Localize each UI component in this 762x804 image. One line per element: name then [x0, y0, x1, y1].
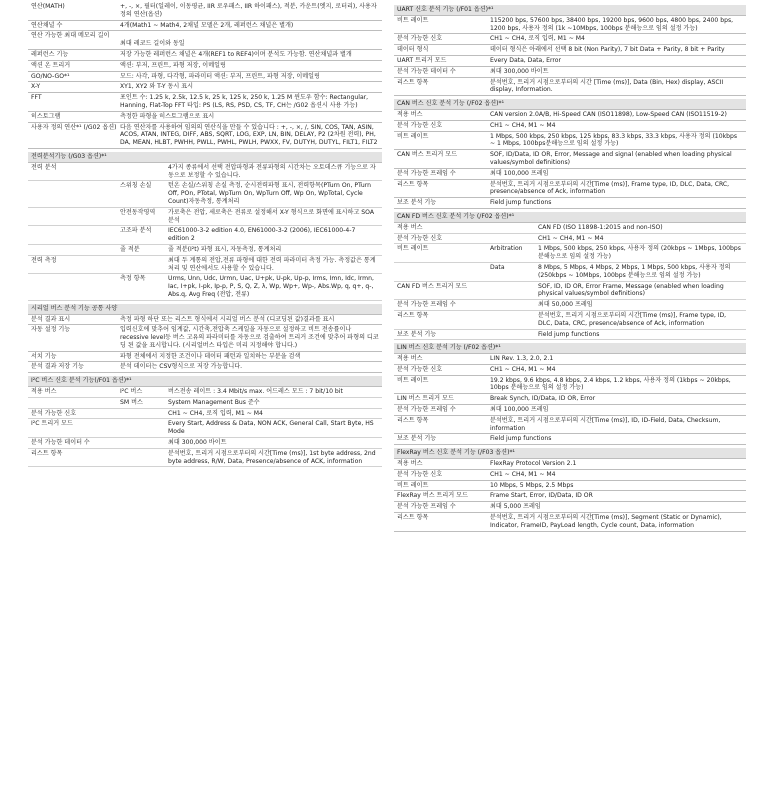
- right-column: [394, 2, 746, 532]
- spec-label: 서치 기능: [31, 352, 57, 360]
- spec-label: 분석 가능한 신호: [31, 409, 77, 417]
- spec-detail: [120, 410, 382, 418]
- spec-value: 포인트 수: 1.25 k, 2.5k, 12.5 k, 25 k, 125 k, 250 k, 1.25 M 윈도우 함수: Rectangular, Hanning, Flat-Top FFT 타입: PS (LS, RS, PSD, CS, TF, CH는 /G02 옵션시 사용 가능): [120, 94, 369, 109]
- spec-row: [28, 163, 382, 182]
- spec-row: [28, 352, 382, 363]
- spec-value: 다음 연산자를 사용하여 임의의 연산식을 만들 수 있습니다 : +, -, ×, /, SIN, COS, TAN, ASIN, ACOS, ATAN, INTEG, DIFF, ABS, SQRT, LOG, EXP, LN, BIN, DELAY, P2 (2차원 전력), PH, DA, MEAN, HLBT, PWHH, PWLL, PWHL, PWLH, PWXX, FV, DUTYH, DUTYL, FILT1, FILT2: [120, 123, 378, 147]
- spec-value: 모드: 사각, 파형, 다각형, 파라미터 액션: 부저, 프린트, 파형 저장, 이메일링: [120, 72, 320, 80]
- spec-label: 전력 분석: [31, 163, 57, 171]
- spec-row: [28, 72, 382, 83]
- spec-label: 분석 가능한 프레임 수: [397, 301, 456, 309]
- spec-label: 사용자 정의 연산*¹ (/G02 옵션): [31, 123, 117, 131]
- spec-value: 최대 300,000 바이트: [168, 439, 227, 447]
- spec-row: [28, 325, 382, 351]
- spec-label: I²C 트리거 모드: [31, 420, 73, 428]
- spec-row: [394, 481, 746, 492]
- spec-label: [28, 246, 120, 254]
- spec-detail: [490, 224, 746, 232]
- spec-sublabel: Data: [490, 263, 505, 271]
- spec-label: 분석 가능한 신호: [397, 234, 443, 242]
- section-title-canfd: CAN FD 버스 신호 분석 기능 (/F02 옵션)*¹: [394, 212, 746, 223]
- spec-label: 비트 레이트: [397, 481, 429, 489]
- spec-value: XY1, XY2 와 T-Y 동시 표시: [120, 83, 193, 91]
- spec-row: [28, 449, 382, 468]
- spec-label: [394, 264, 490, 280]
- spec-sublabel: 안전동작영역: [120, 208, 156, 216]
- spec-row: [394, 470, 746, 481]
- spec-label: 데이터 형식: [397, 46, 429, 54]
- spec-sublabel: [120, 420, 168, 436]
- spec-row: [394, 311, 746, 330]
- spec-row: [28, 398, 382, 409]
- spec-label: 액션 온 트리거: [31, 61, 71, 69]
- spec-row: [28, 31, 382, 50]
- spec-label: LIN 버스 트리거 모드: [397, 395, 454, 403]
- spec-label: 비트 레이트: [397, 245, 429, 253]
- spec-label: 리스트 항목: [397, 416, 429, 424]
- spec-row: [394, 169, 746, 180]
- spec-label: 연산채널 수: [31, 21, 63, 29]
- spec-value: 분석번호, 트리거 시점으로부터의 시간[Time (ms)], Frame type, ID, DLC, Data, CRC, presence/absence of Ack, information: [538, 311, 727, 327]
- spec-value: 최대 100,000 프레임: [490, 406, 549, 414]
- spec-value: CAN version 2.0A/B, Hi-Speed CAN (ISO11898), Low-Speed CAN (ISO11519-2): [490, 110, 727, 118]
- section-title-uart: UART 신호 분석 기능 (/F01 옵션)*¹: [394, 5, 746, 16]
- spec-value: 8 Mbps, 5 Mbps, 4 Mbps, 2 Mbps, 1 Mbps, 500 kbps, 사용자 정의 (250kbps ~ 10Mbps, 100bps 분해능으로 임의 설정 가능): [538, 263, 731, 279]
- spec-sublabel: [120, 410, 168, 418]
- spec-value: CH1 ~ CH4, 로직 입력, M1 ~ M4: [168, 409, 263, 417]
- spec-label: CAN FD 버스 트리거 모드: [397, 282, 468, 290]
- spec-row: [394, 513, 746, 532]
- spec-detail: [120, 420, 382, 436]
- spec-label: [28, 399, 120, 407]
- spec-row: [394, 416, 746, 435]
- spec-row: [394, 405, 746, 416]
- spec-row: [394, 354, 746, 365]
- spec-sublabel: [120, 164, 168, 180]
- spec-detail: [490, 283, 746, 299]
- spec-label: 분석 가능한 프레임 수: [397, 406, 456, 414]
- spec-value: 분석번호, 트리거 시점으로부터의 시간[Time (ms)], 1st byte address, 2nd byte address, R/W, Data, Presence/absence of ACK, information: [168, 449, 376, 465]
- spec-value: 최대 300,000 바이트: [490, 67, 549, 75]
- spec-label: FFT: [31, 94, 42, 102]
- spec-detail: [120, 164, 382, 180]
- spec-label: 분석 결과 표시: [31, 315, 71, 323]
- spec-label: 분석 가능한 데이터 수: [31, 439, 90, 447]
- spec-value: 분석번호, 트리거 시점으로부터의 시간[Time (ms)], Segment (Static or Dynamic), Indicator, FrameID, PayLoad length, Cycle count, Data, information: [490, 514, 722, 529]
- spec-detail: [120, 182, 382, 205]
- spec-row: [394, 394, 746, 405]
- spec-sublabel: [490, 331, 538, 339]
- spec-row: [28, 256, 382, 275]
- spec-value: 4개(Math1 ~ Math4, 2채널 모델은 2개, 레퍼런스 채널은 별개): [120, 21, 294, 29]
- spec-row: [28, 93, 382, 112]
- spec-sublabel: 스위칭 손실: [120, 182, 152, 190]
- spec-value: CAN FD (ISO 11898-1:2015 and non-ISO): [538, 223, 663, 231]
- spec-value: 최대 5,000 프레임: [490, 503, 541, 511]
- spec-row: [394, 459, 746, 470]
- spec-value: Field jump functions: [490, 199, 552, 207]
- spec-value: 최대 100,000 프레임: [490, 169, 549, 177]
- spec-value: Frame Start, Error, ID/Data, ID OR: [490, 492, 593, 500]
- spec-value: 분석번호, 트리거 시점으로부터의 시간 [Time (ms)], Data (Bin, Hex) display, ASCII display, Information.: [490, 78, 724, 94]
- spec-value: 1 Mbps, 500 kbps, 250 kbps, 125 kbps, 83.3 kbps, 33.3 kbps, 사용자 정의 (10kbps ~ 1 Mbps, 100bps분해능으로 임의 설정 가능): [490, 132, 738, 148]
- spec-row: [28, 387, 382, 398]
- spec-row: [394, 56, 746, 67]
- spec-row: [394, 78, 746, 97]
- spec-sublabel: I²C 버스: [120, 388, 143, 396]
- spec-value: CH1 ~ CH4, M1 ~ M4: [538, 234, 604, 242]
- spec-value: Field jump functions: [490, 435, 552, 443]
- spec-label: 리스트 항목: [31, 449, 63, 457]
- spec-label: 리스트 항목: [397, 311, 429, 319]
- spec-value: 버스전송 레이트 : 3.4 Mbit/s max. 어드레스 모드 : 7 bit/10 bit: [168, 388, 343, 396]
- spec-row: [394, 150, 746, 169]
- spec-detail: [490, 331, 746, 339]
- spec-value: IEC61000-3-2 edition 4.0, EN61000-3-2 (2006), IEC61000-4-7 edition 2: [168, 227, 356, 243]
- spec-row: [28, 21, 382, 32]
- spec-label: 연산(MATH): [31, 3, 65, 10]
- spec-row: [28, 208, 382, 227]
- spec-label: 분석 가능한 프레임 수: [397, 169, 456, 177]
- section-title-power: 전력분석기능 (/G03 옵션)*¹: [28, 152, 382, 163]
- spec-label: 적용 버스: [397, 355, 423, 363]
- spec-value: CH1 ~ CH4, 로직 입력, M1 ~ M4: [490, 35, 585, 43]
- spec-row: [394, 491, 746, 502]
- spec-label: 전력 측정: [31, 256, 57, 264]
- spec-label: [28, 275, 120, 298]
- spec-row: [394, 16, 746, 35]
- spec-row: [28, 50, 382, 61]
- spec-label: 보조 분석 기능: [397, 330, 437, 338]
- spec-row: [394, 110, 746, 121]
- spec-value: 턴온 손실/스위칭 손실 측정, 순시전력파형 표시, 전력항목(PTurn On, PTurn Off, POn, PTotal, WpTurn On, WpTurn Off, Wp On, WpTotal, Cycle Count)자동측정, 통계처리: [168, 182, 371, 205]
- spec-label: 비트 레이트: [397, 376, 429, 384]
- spec-value: LIN Rev. 1.3, 2.0, 2.1: [490, 355, 554, 363]
- spec-sublabel: SM 버스: [120, 398, 143, 406]
- spec-value: +, -, ×, 필터(일레이, 이동평균, IIR 로우패스, IIR 하이패스), 적분, 카운트(엣지, 로터리), 사용자 정의 연산(옵션): [120, 3, 377, 18]
- spec-value: 저장 가능한 레퍼런스 채널은 4개(REF1 to REF4)이며 분석도 가능함. 연산채널과 별개: [120, 50, 352, 58]
- spec-value: CH1 ~ CH4, M1 ~ M4: [490, 365, 556, 373]
- spec-value: Every Start, Address & Data, NON ACK, General Call, Start Byte, HS Mode: [168, 420, 374, 436]
- spec-sublabel: [490, 301, 538, 309]
- spec-row: [394, 223, 746, 234]
- spec-row: [394, 132, 746, 151]
- spec-detail: [120, 439, 382, 447]
- spec-value: [28, 32, 382, 48]
- spec-detail: [120, 227, 382, 243]
- spec-value: 측정 파형 하단 또는 리스트 형식에서 시리얼 버스 분석 (디코딩된 값)결과를 표시: [120, 315, 335, 323]
- spec-row: [394, 67, 746, 78]
- spec-sublabel: 줄 적분: [120, 245, 140, 253]
- spec-row: [28, 245, 382, 256]
- spec-value: CH1 ~ CH4, M1 ~ M4: [490, 470, 556, 478]
- spec-row: [394, 34, 746, 45]
- spec-value: Break Synch, ID/Data, ID OR, Error: [490, 395, 596, 403]
- spec-sublabel: [490, 312, 538, 328]
- section-title-i2c: I²C 버스 신호 분석 기능(/F01 옵션)*¹: [28, 376, 382, 387]
- spec-detail: [120, 275, 382, 298]
- spec-label: [28, 182, 120, 205]
- spec-label: UART 트리거 모드: [397, 56, 447, 64]
- spec-label: 레퍼런스 기능: [31, 50, 69, 58]
- spec-row: [28, 2, 382, 21]
- spec-value: 데이터 형식은 아래에서 선택 8 bit (Non Parity), 7 bit Data + Parity, 8 bit + Parity: [490, 46, 725, 54]
- spec-detail: [120, 388, 382, 396]
- spec-sublabel: 측정 항목: [120, 275, 146, 283]
- spec-sublabel: Arbitration: [490, 245, 523, 253]
- spec-label: 리스트 항목: [397, 78, 429, 86]
- spec-row: [28, 315, 382, 326]
- spec-label: 보조 분석 기능: [397, 435, 437, 443]
- spec-label: GO/NO-GO*¹: [31, 72, 70, 80]
- spec-value: FlexRay Protocol Version 2.1: [490, 460, 577, 468]
- spec-label: 적용 버스: [397, 223, 423, 231]
- spec-value: SOF, ID, ID OR, Error Frame, Message (enabled when loading physical values/symbol definitions): [538, 282, 724, 298]
- spec-row: [28, 112, 382, 123]
- spec-detail: [490, 264, 746, 280]
- spec-value: 19.2 kbps, 9.6 kbps, 4.8 kbps, 2.4 kbps, 1.2 kbps, 사용자 정의 (1kbps ~ 20kbps, 10bps 분해능으로 임의 설정 가능): [490, 376, 731, 392]
- section-title-flexray: FlexRay 버스 신호 분석 기능 (/F03 옵션)*¹: [394, 448, 746, 459]
- spec-value: 4가지 종류에서 선택 전압파형과 전류파형의 시간차는 오토데스큐 기능으로 자동으로 보정할 수 있습니다.: [168, 163, 376, 179]
- spec-value: 115200 bps, 57600 bps, 38400 bps, 19200 bps, 9600 bps, 4800 bps, 2400 bps, 1200 bps, 사용자 정의 (1k ~10Mbps, 100bps 분해능으로 임의 설정 가능): [490, 16, 734, 32]
- spec-detail: [120, 257, 382, 273]
- spec-label: 분석 가능한 신호: [397, 470, 443, 478]
- spec-detail: [120, 399, 382, 407]
- spec-row: [28, 226, 382, 245]
- spec-label: 분석 가능한 데이터 수: [397, 67, 456, 75]
- spec-row: [28, 61, 382, 72]
- spec-label: 분석 결과 저장 기능: [31, 363, 84, 371]
- spec-row: [28, 181, 382, 207]
- spec-sublabel: [120, 450, 168, 466]
- spec-value: 10 Mbps, 5 Mbps, 2.5 Mbps: [490, 481, 574, 489]
- spec-value: 최대 레코드 길이와 동일: [120, 40, 185, 48]
- spec-value: 입력신호에 맞추어 임계값, 시간축,전압축 스케일을 자동으로 설정하고 비트 전송률이나 recessive level등 버스 고유의 파라미터를 자동으로 검출하여 트리거 조건에 맞추어 파형의 디코딩 된 값을 표시합니다. (시리얼버스 타입은 미리 지정해야 합니다.): [120, 326, 379, 349]
- spec-sublabel: [120, 439, 168, 447]
- spec-row: [394, 365, 746, 376]
- spec-value: Every Data, Data, Error: [490, 56, 561, 64]
- spec-value: SOF, ID/Data, ID OR, Error, Message and signal (enabled when loading physical values/symbol definitions): [490, 151, 732, 166]
- spec-value: 파형 전체에서 지정한 조건이나 데이터 패턴과 일치하는 부분을 검색: [120, 352, 301, 360]
- spec-value: 최대 50,000 프레임: [538, 301, 593, 309]
- spec-row: [394, 180, 746, 199]
- spec-label: 자동 설정 기능: [31, 326, 71, 334]
- spec-row: [28, 362, 382, 373]
- spec-row: [394, 198, 746, 209]
- spec-label: 적용 버스: [31, 388, 57, 396]
- section-title-can: CAN 버스 신호 분석 기능 (/F02 옵션)*¹: [394, 99, 746, 110]
- spec-sublabel: 고조파 분석: [120, 227, 152, 235]
- spec-label: 히스토그램: [31, 112, 61, 120]
- spec-value: 가로축은 전압, 세로축은 전류로 설정해서 X-Y 형식으로 화면에 표시하고 SOA 분석: [168, 208, 374, 224]
- spec-label: 비트 레이트: [397, 132, 429, 140]
- spec-label: 보조 분석 기능: [397, 199, 437, 207]
- spec-row: [394, 502, 746, 513]
- spec-sublabel: [490, 224, 538, 232]
- spec-row: [394, 330, 746, 341]
- spec-row: [28, 123, 382, 149]
- spec-detail: [120, 246, 382, 254]
- spec-value: 줄 적분(I²t) 파형 표시, 자동측정, 통계처리: [168, 245, 282, 253]
- spec-label: 리스트 항목: [397, 514, 429, 522]
- spec-value: 분석번호, 트리거 시점으로부터의 시간[Time (ms)], Frame type, ID, DLC, Data, CRC, presence/absence of Ack, information: [490, 180, 730, 196]
- spec-label: 분석 가능한 신호: [397, 365, 443, 373]
- spec-value: 분석번호, 트리거 시점으로부터의 시간[Time (ms)], ID, ID-Field, Data, Checksum, information: [490, 416, 721, 432]
- spec-detail: [490, 301, 746, 309]
- spec-label: 분석 가능한 신호: [397, 35, 443, 43]
- spec-row: [394, 263, 746, 282]
- spec-value: 1 Mbps, 500 kbps, 250 kbps, 사용자 정의 (20kbps ~ 1Mbps, 100bps 분해능으로 임의 설정 가능): [538, 245, 741, 261]
- spec-row: [394, 121, 746, 132]
- spec-value: System Management Bus 준수: [168, 398, 260, 406]
- spec-value: 분석 데이터는 CSV형식으로 저장 가능합니다.: [120, 363, 243, 371]
- section-title-serial: 시리얼 버스 분석 기능 공통 사양: [28, 304, 382, 315]
- spec-value: Urms, Unn, Udc, Urmn, Uac, U+pk, U-pk, Up-p, Irms, Imn, Idc, Irmn, Iac, I+pk, I-pk, Ip-p, P, S, Q, Z, λ, Wp, Wp+, Wp-, Abs.Wp, q, q+, q-, Abs.q, Avg Freq (전압, 전류): [168, 275, 374, 298]
- spec-row: [28, 409, 382, 420]
- spec-label: FlexRay 버스 트리거 모드: [397, 492, 468, 500]
- spec-value: 최대 두 계통의 전압,전류 파형에 대한 전력 파라미터 측정 가능. 측정값은 통계처리 및 연산에서도 사용할 수 있습니다.: [168, 256, 376, 272]
- spec-label: 비트 레이트: [397, 16, 429, 24]
- spec-label: 분석 가능한 신호: [397, 121, 443, 129]
- spec-value: Field jump functions: [538, 330, 600, 338]
- spec-row: [394, 244, 746, 263]
- spec-row: [394, 234, 746, 245]
- spec-row: [394, 45, 746, 56]
- spec-value: 액션: 부저, 프린트, 파형 저장, 이메일링: [120, 61, 226, 69]
- spec-label: 적용 버스: [397, 460, 423, 468]
- spec-label: CAN 버스 트리거 모드: [397, 151, 457, 159]
- spec-row: [28, 419, 382, 438]
- spec-label: X-Y: [31, 83, 41, 91]
- spec-row: [394, 300, 746, 311]
- spec-detail: [490, 235, 746, 243]
- spec-value: 측정한 파형을 히스토그램으로 표시: [120, 112, 215, 120]
- spec-sublabel: [490, 235, 538, 243]
- spec-label: 적용 버스: [397, 110, 423, 118]
- spec-label: 리스트 항목: [397, 180, 429, 188]
- spec-label: [28, 227, 120, 243]
- spec-detail: [120, 450, 382, 466]
- spec-row: [394, 282, 746, 301]
- spec-detail: [490, 312, 746, 328]
- spec-row: [28, 438, 382, 449]
- spec-sublabel: [490, 283, 538, 299]
- left-column: [28, 2, 382, 467]
- spec-sublabel: [120, 257, 168, 273]
- spec-detail: [490, 245, 746, 261]
- section-title-lin: LIN 버스 신호 분석 기능 (/F02 옵션)*¹: [394, 343, 746, 354]
- spec-row: [394, 434, 746, 445]
- spec-row: [28, 274, 382, 300]
- spec-label: [28, 209, 120, 225]
- spec-value: CH1 ~ CH4, M1 ~ M4: [490, 121, 556, 129]
- spec-detail: [120, 209, 382, 225]
- spec-row: [28, 82, 382, 93]
- spec-label: 연산 가능한 최대 메모리 길이: [31, 32, 110, 40]
- spec-row: [394, 376, 746, 395]
- spec-label: 분석 가능한 프레임 수: [397, 503, 456, 511]
